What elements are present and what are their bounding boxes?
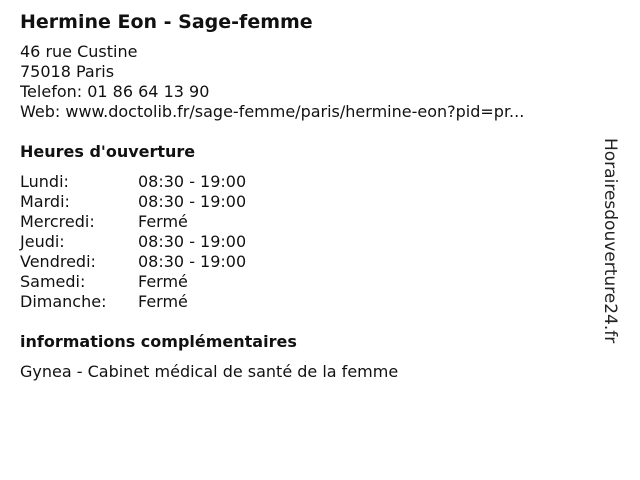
- hours-day: Mardi:: [20, 192, 70, 211]
- opening-hours-table: [20, 172, 600, 312]
- hours-row-lundi: [20, 172, 600, 192]
- hours-row-mercredi: [20, 212, 600, 232]
- hours-row-dimanche: [20, 292, 600, 312]
- hours-time: Fermé: [138, 272, 188, 291]
- hours-time: 08:30 - 19:00: [138, 232, 247, 251]
- hours-time: Fermé: [138, 212, 188, 231]
- address-street: 46 rue Custine: [20, 42, 138, 61]
- hours-time: 08:30 - 19:00: [138, 172, 247, 191]
- additional-info-text: Gynea - Cabinet médical de santé de la femme: [20, 362, 399, 381]
- hours-row-vendredi: [20, 252, 600, 272]
- opening-hours-heading: Heures d'ouverture: [20, 142, 196, 161]
- hours-time: 08:30 - 19:00: [138, 252, 247, 271]
- hours-row-jeudi: [20, 232, 600, 252]
- page-title: Hermine Eon - Sage-femme: [20, 11, 313, 33]
- site-watermark: [586, 136, 634, 346]
- hours-day: Vendredi:: [20, 252, 96, 271]
- phone-number: Telefon: 01 86 64 13 90: [20, 82, 210, 101]
- hours-day: Samedi:: [20, 272, 86, 291]
- hours-time: Fermé: [138, 292, 188, 311]
- hours-row-mardi: [20, 192, 600, 212]
- hours-day: Dimanche:: [20, 292, 107, 311]
- hours-day: Jeudi:: [20, 232, 65, 251]
- listing-card: [20, 10, 600, 382]
- hours-time: 08:30 - 19:00: [138, 192, 247, 211]
- hours-row-samedi: [20, 272, 600, 292]
- additional-info-heading: informations complémentaires: [20, 332, 297, 351]
- site-watermark-text: Horairesdouverture24.fr: [600, 138, 620, 344]
- address-city: 75018 Paris: [20, 62, 115, 81]
- website-link[interactable]: Web: www.doctolib.fr/sage-femme/paris/hermine-eon?pid=pr...: [20, 102, 525, 121]
- hours-day: Lundi:: [20, 172, 69, 191]
- hours-day: Mercredi:: [20, 212, 95, 231]
